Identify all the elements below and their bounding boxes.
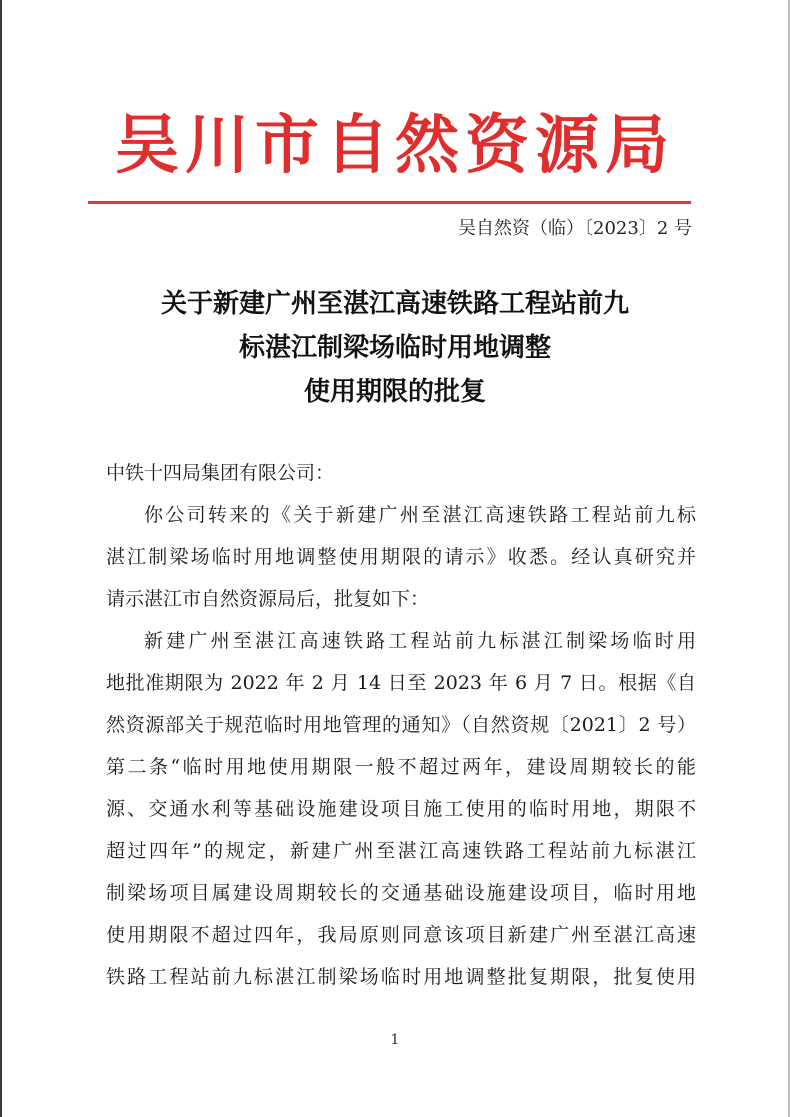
paragraph-line: 湛江制梁场临时用地调整使用期限的请示》收悉。经认真研究并: [106, 546, 696, 568]
paragraph-line: 你公司转来的《关于新建广州至湛江高速铁路工程站前九标: [144, 504, 696, 526]
page-left-edge: [0, 0, 2, 1117]
paragraph-line: 源、交通水利等基础设施建设项目施工使用的临时用地，期限不: [106, 798, 696, 820]
title-line: 标湛江制梁场临时用地调整: [238, 333, 551, 363]
paragraph-line: 地批准期限为 2022 年 2 月 14 日至 2023 年 6 月 7 日。根据《自: [106, 672, 696, 694]
title-line: 使用期限的批复: [303, 377, 486, 407]
paragraph-line: 制梁场项目属建设周期较长的交通基础设施建设项目，临时用地: [106, 882, 696, 904]
document-title: [80, 282, 710, 414]
salutation: 中铁十四局集团有限公司：: [106, 462, 335, 484]
red-header-rule: [88, 201, 691, 204]
title-line: 关于新建广州至湛江高速铁路工程站前九: [160, 289, 629, 319]
paragraph-line: 超过四年”的规定，新建广州至湛江高速铁路工程站前九标湛江: [106, 840, 696, 862]
paragraph-line: 新建广州至湛江高速铁路工程站前九标湛江制梁场临时用: [144, 630, 696, 652]
paragraph-line: 然资源部关于规范临时用地管理的通知》（自然资规〔2021〕2 号）: [106, 714, 696, 736]
paragraph-line: 使用期限不超过四年，我局原则同意该项目新建广州至湛江高速: [106, 924, 696, 946]
document-body: [106, 452, 696, 998]
page-number: 1: [390, 1032, 400, 1048]
document-number: 吴自然资（临）〔2023〕2 号: [458, 218, 692, 239]
paragraph-2: [106, 620, 696, 998]
paragraph-line: 第二条“临时用地使用期限一般不超过两年，建设周期较长的能: [106, 756, 696, 778]
paragraph-line: 请示湛江市自然资源局后，批复如下：: [106, 588, 430, 610]
issuing-authority-header: 吴川市自然资源局: [115, 108, 675, 183]
paragraph-1: [106, 494, 696, 620]
paragraph-line: 铁路工程站前九标湛江制梁场临时用地调整批复期限，批复使用: [106, 966, 696, 988]
